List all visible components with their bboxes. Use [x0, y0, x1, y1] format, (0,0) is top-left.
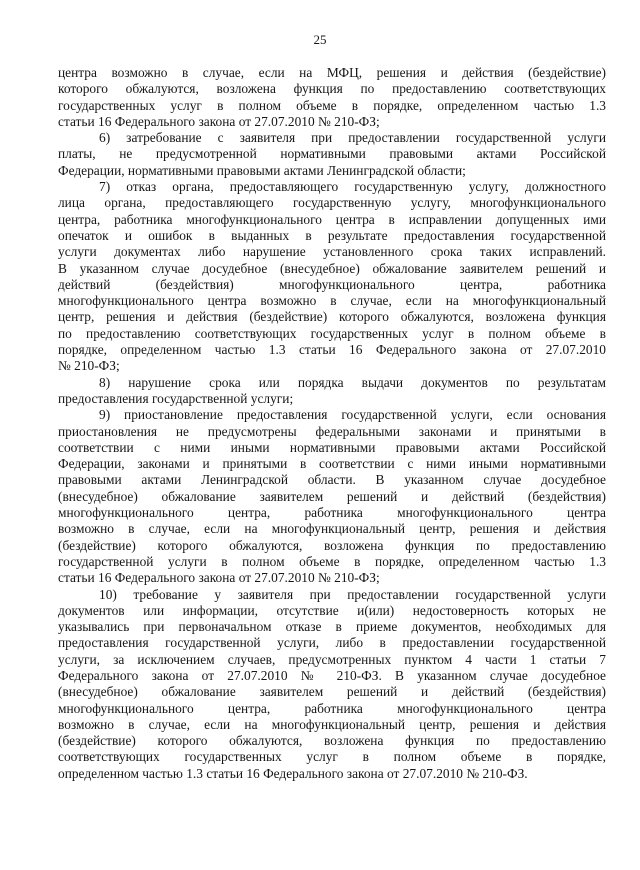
text-line: Федерации, законами и принятыми в соответствии с ними иными нормативными	[58, 456, 606, 472]
text-line: (бездействие) которого обжалуются, возложена функция по предоставлению	[58, 537, 606, 553]
text-line: соответствии с ними иными нормативными правовыми актами Российской	[58, 439, 606, 455]
text-line: статьи 16 Федерального закона от 27.07.2010 № 210-ФЗ;	[58, 113, 380, 129]
text-line: правовыми актами Ленинградской области. В указанном случае досудебное	[58, 472, 606, 488]
text-line: соответствующих государственных услуг в полном объеме в порядке,	[58, 749, 606, 765]
text-line: многофункционального центра возможно в случае, если на многофункциональный	[58, 293, 606, 309]
text-line: центр, решения и действия (бездействие) которого обжалуются, возложена функция	[58, 309, 606, 325]
text-line: Федерации, нормативными правовыми актами Ленинградской области;	[58, 162, 466, 178]
text-line: (бездействие) которого обжалуются, возложена функция по предоставлению	[58, 733, 606, 749]
text-line: В указанном случае досудебное (внесудебное) обжалование заявителем решений и	[58, 260, 606, 276]
text-line: по предоставлению соответствующих государственных услуг в полном объеме в	[58, 325, 606, 341]
text-line: определенном частью 1.3 статьи 16 Федерального закона от 27.07.2010 № 210-ФЗ.	[58, 765, 528, 781]
text-line: документов или информации, отсутствие и(или) недостоверность которых не	[58, 602, 606, 618]
text-line: 7) отказ органа, предоставляющего государственную услугу, должностного	[99, 179, 606, 195]
text-line: центра возможно в случае, если на МФЦ, решения и действия (бездействие)	[58, 65, 606, 80]
text-line: 6) затребование с заявителя при предоставлении государственной услуги	[99, 130, 606, 146]
text-line: Федерального закона от 27.07.2010 № 210-ФЗ. В указанном случае досудебное	[58, 667, 606, 683]
text-line: предоставления государственной услуги;	[58, 390, 294, 406]
text-line: лица органа, предоставляющего государственную услугу, многофункционального	[58, 195, 606, 211]
text-line: порядке, определенном частью 1.3 статьи 16 Федерального закона от 27.07.2010	[58, 342, 606, 358]
text-line: возможно в случае, если на многофункциональный центр, решения и действия	[58, 521, 606, 537]
text-line: (внесудебное) обжалование заявителем решений и действий (бездействия)	[58, 488, 606, 504]
text-line: многофункционального центра, работника многофункционального центра	[58, 700, 606, 716]
text-line: приостановления не предусмотрены федеральными законами и принятыми в	[58, 423, 606, 439]
text-line: 10) требование у заявителя при предоставлении государственной услуги	[99, 586, 606, 602]
text-line: возможно в случае, если на многофункциональный центр, решения и действия	[58, 716, 606, 732]
text-line: 9) приостановление предоставления государственной услуги, если основания	[99, 407, 606, 423]
text-line: многофункционального центра, работника многофункционального центра	[58, 505, 606, 521]
text-line: (внесудебное) обжалование заявителем решений и действий (бездействия)	[58, 684, 606, 700]
text-line: платы, не предусмотренной нормативными правовыми актами Российской	[58, 146, 606, 162]
text-line: действий (бездействия) многофункционального центра, работника	[58, 276, 606, 292]
text-line: указывались при первоначальном отказе в приеме документов, необходимых для	[58, 619, 606, 635]
text-line: государственных услуг в полном объеме в порядке, определенном частью 1.3	[58, 97, 606, 113]
text-line: государственной услуги в полном объеме в порядке, определенном частью 1.3	[58, 553, 606, 569]
document-body	[58, 65, 606, 782]
text-line: № 210-ФЗ;	[58, 358, 120, 374]
text-line: услуги, за исключением случаев, предусмотренных пунктом 4 части 1 статьи 7	[58, 651, 606, 667]
page-number: 25	[313, 32, 327, 47]
text-line: 8) нарушение срока или порядка выдачи документов по результатам	[99, 374, 606, 390]
text-line: которого обжалуются, возложена функция по предоставлению соответствующих	[58, 81, 606, 97]
text-line: центра, работника многофункционального центра в исправлении допущенных ими	[58, 211, 606, 227]
text-line: статьи 16 Федерального закона от 27.07.2010 № 210-ФЗ;	[58, 570, 380, 586]
text-line: предоставления государственной услуги, либо в предоставлении государственной	[58, 635, 606, 651]
text-line: опечаток и ошибок в выданных в результате предоставления государственной	[58, 227, 606, 243]
text-line: услуги документах либо нарушение установленного срока таких исправлений.	[58, 244, 606, 260]
